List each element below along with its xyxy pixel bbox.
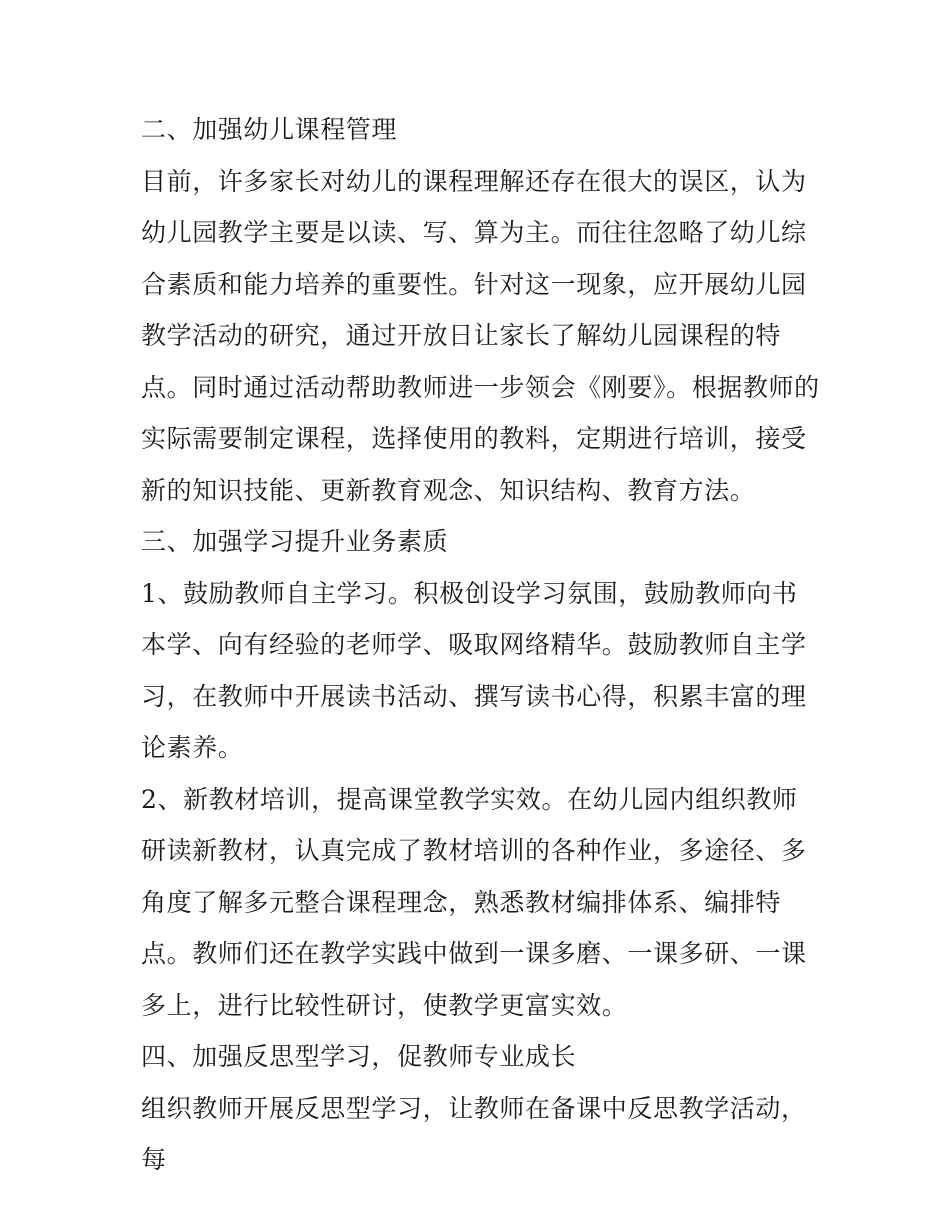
paragraph-curriculum: 目前，许多家长对幼儿的课程理解还存在很大的误区，认为幼儿园教学主要是以读、写、算为主。而往往忽略了幼儿综合素质和能力培养的重要性。针对这一现象，应开展幼儿园教学活动的研究，通过开放日让家长了解幼儿园课程的特点。同时通过活动帮助教师进一步领会《刚要》。根据教师的实际需要制定课程，选择使用的教料，定期进行培训，接受新的知识技能、更新教育观念、知识结构、教育方法。 (141, 166, 820, 505)
section-heading-curriculum: 二、加强幼儿课程管理 (141, 115, 398, 144)
paragraph-reflection: 组织教师开展反思型学习，让教师在备课中反思教学活动，每 (141, 1093, 807, 1174)
document-body (141, 104, 821, 1186)
section-heading-reflection: 四、加强反思型学习，促教师专业成长 (141, 1042, 577, 1071)
section-heading-study: 三、加强学习提升业务素质 (141, 527, 449, 556)
paragraph-textbook-training: 2、新教材培训，提高课堂教学实效。在幼儿园内组织教师研读新教材，认真完成了教材培训的各种作业，多途径、多角度了解多元整合课程理念，熟悉教材编排体系、编排特点。教师们还在教学实践中做到一课多磨、一课多研、一课多上，进行比较性研讨，使教学更富实效。 (141, 784, 807, 1020)
paragraph-self-study: 1、鼓励教师自主学习。积极创设学习氛围，鼓励教师向书本学、向有经验的老师学、吸取网络精华。鼓励教师自主学习，在教师中开展读书活动、撰写读书心得，积累丰富的理论素养。 (141, 578, 807, 762)
